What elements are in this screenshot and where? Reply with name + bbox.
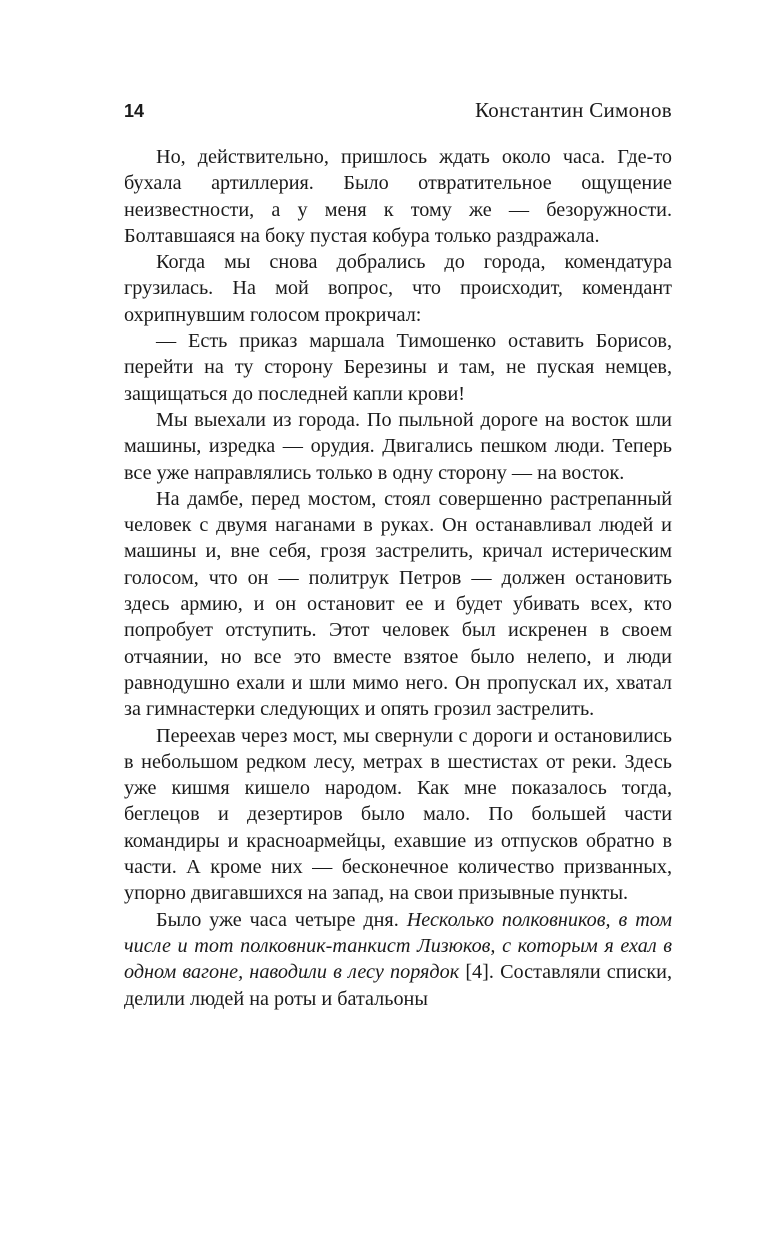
- paragraph-start: Было уже часа четыре дня.: [156, 908, 407, 931]
- paragraph: Переехав через мост, мы свернули с дороги и остановились в небольшом редком лесу, метрах в шестистах от реки. Здесь уже кишмя кишело народом. Как мне показалось тогда, беглецов и дезертиров было мало. По большей части командиры и красноармейцы, ехавшие из отпусков обратно в части. А кроме них — бесконечное количество призванных, упорно двигавшихся на запад, на свои призывные пункты.: [124, 724, 672, 905]
- paragraph: Но, действительно, пришлось ждать около часа. Где-то бухала артиллерия. Было отвратительное ощущение неизвестности, а у меня к тому же — безоружности. Болтавшаяся на боку пустая кобура только раздражала.: [124, 146, 672, 247]
- paragraph: Мы выехали из города. По пыльной дороге на восток шли машины, изредка — орудия. Двигались пешком люди. Теперь все уже направлялись только в одну сторону — на восток.: [124, 408, 672, 484]
- paragraph-italic-quote: Несколько полковников, в том числе и тот полковник-танкист Лизюков, с которым я ехал в одном вагоне, наводили в лесу порядок: [124, 908, 672, 984]
- page-header: [124, 98, 672, 128]
- running-head-author: Константин Симонов: [474, 98, 672, 122]
- paragraph-end: [4]. Составляли списки, делили людей на роты и батальоны: [124, 961, 672, 1010]
- body-text: [124, 144, 672, 1012]
- paragraph-last: [124, 907, 672, 1012]
- paragraph-quote: — Есть приказ маршала Тимошенко оставить Борисов, перейти на ту сторону Березины и там, не пуская немцев, защищаться до последней капли крови!: [124, 330, 672, 405]
- paragraph: Когда мы снова добрались до города, комендатура грузилась. На мой вопрос, что происходит, комендант охрипнувшим голосом прокричал:: [124, 251, 672, 326]
- page-number: 14: [124, 101, 145, 121]
- paragraph: На дамбе, перед мостом, стоял совершенно растрепанный человек с двумя наганами в руках. Он останавливал людей и машины и, вне себя, грозя застрелить, кричал истерическим голосом, что он — политрук Петров — должен остановить здесь армию, и он остановит ее и будет убивать всех, кто попробует отступить. Этот человек был искренен в своем отчаянии, но все это вместе взятое было нелепо, и люди равнодушно ехали и шли мимо него. Он пропускал их, хватал за гимнастерки следующих и опять грозил застрелить.: [124, 487, 672, 721]
